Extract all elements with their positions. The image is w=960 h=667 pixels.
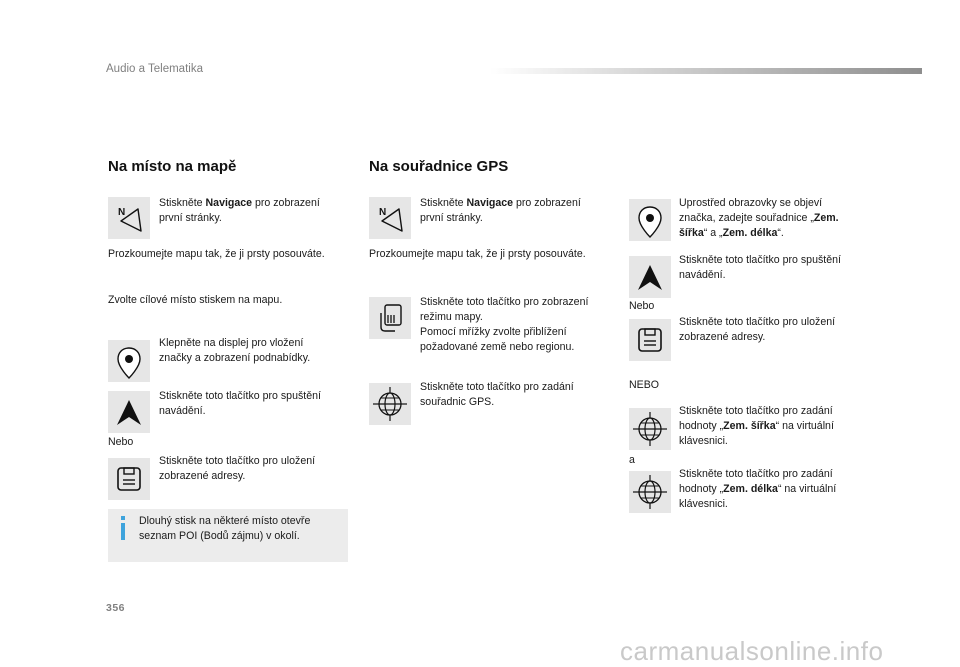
map-mode-instruction: Stiskněte toto tlačítko pro zobrazení režimu mapy. Pomocí mřížky zvolte přiblížení požadované země nebo regionu. (420, 296, 589, 353)
info-text: Dlouhý stisk na některé místo otevře seznam POI (Bodů zájmu) v okolí. (139, 515, 311, 542)
svg-text:N: N (379, 207, 387, 218)
start-guidance-icon (629, 256, 671, 298)
save-instruction: Stiskněte toto tlačítko pro uložení zobrazené adresy. (679, 316, 836, 343)
navigation-arrow-icon (369, 197, 411, 239)
and-label: a (629, 454, 635, 466)
gps-instruction: Stiskněte toto tlačítko pro zadání souřadnic GPS. (420, 381, 574, 408)
nav-instruction: Stiskněte Navigace pro zobrazení první stránky. (420, 197, 581, 224)
save-disk-icon (108, 458, 150, 500)
page-number: 356 (106, 602, 126, 614)
or-caps-label: NEBO (629, 379, 660, 391)
latitude-instruction: Stiskněte toto tlačítko pro zadání hodnoty „Zem. šířka“ na virtuální klávesnici. (679, 405, 834, 447)
gps-globe-icon (629, 408, 671, 450)
or-label: Nebo (108, 436, 134, 448)
save-disk-icon (629, 319, 671, 361)
section-header: Audio a Telematika (106, 63, 203, 75)
longitude-instruction: Stiskněte toto tlačítko pro zadání hodnoty „Zem. délka“ na virtuální klávesnici. (679, 468, 837, 510)
pin-instruction: Klepněte na displej pro vložení značky a zobrazení podnabídky. (159, 337, 311, 364)
nav-instruction: Stiskněte Navigace pro zobrazení první stránky. (159, 197, 320, 224)
or-label: Nebo (629, 300, 655, 312)
map-mode-icon (369, 297, 411, 339)
save-instruction: Stiskněte toto tlačítko pro uložení zobrazené adresy. (159, 455, 316, 482)
start-instruction: Stiskněte toto tlačítko pro spuštění navádění. (679, 254, 841, 281)
map-pin-icon (629, 199, 671, 241)
gps-globe-icon (369, 383, 411, 425)
explore-text: Prozkoumejte mapu tak, že ji prsty posouváte. (369, 248, 586, 260)
svg-text:N: N (118, 207, 126, 218)
heading-map-location: Na místo na mapě (108, 158, 237, 175)
heading-gps: Na souřadnice GPS (369, 158, 509, 175)
pin-coordinates-instruction: Uprostřed obrazovky se objeví značka, zadejte souřadnice „Zem. šířka“ a „Zem. délka“. (679, 197, 839, 239)
explore-text: Prozkoumejte mapu tak, že ji prsty posouváte. (108, 248, 325, 260)
choose-text: Zvolte cílové místo stiskem na mapu. (108, 294, 283, 306)
start-instruction: Stiskněte toto tlačítko pro spuštění navádění. (159, 390, 321, 417)
info-icon (118, 516, 128, 540)
header-rule (490, 68, 922, 74)
gps-globe-icon (629, 471, 671, 513)
watermark: carmanualsonline.info (620, 636, 884, 666)
start-guidance-icon (108, 391, 150, 433)
navigation-arrow-icon (108, 197, 150, 239)
map-pin-icon (108, 340, 150, 382)
